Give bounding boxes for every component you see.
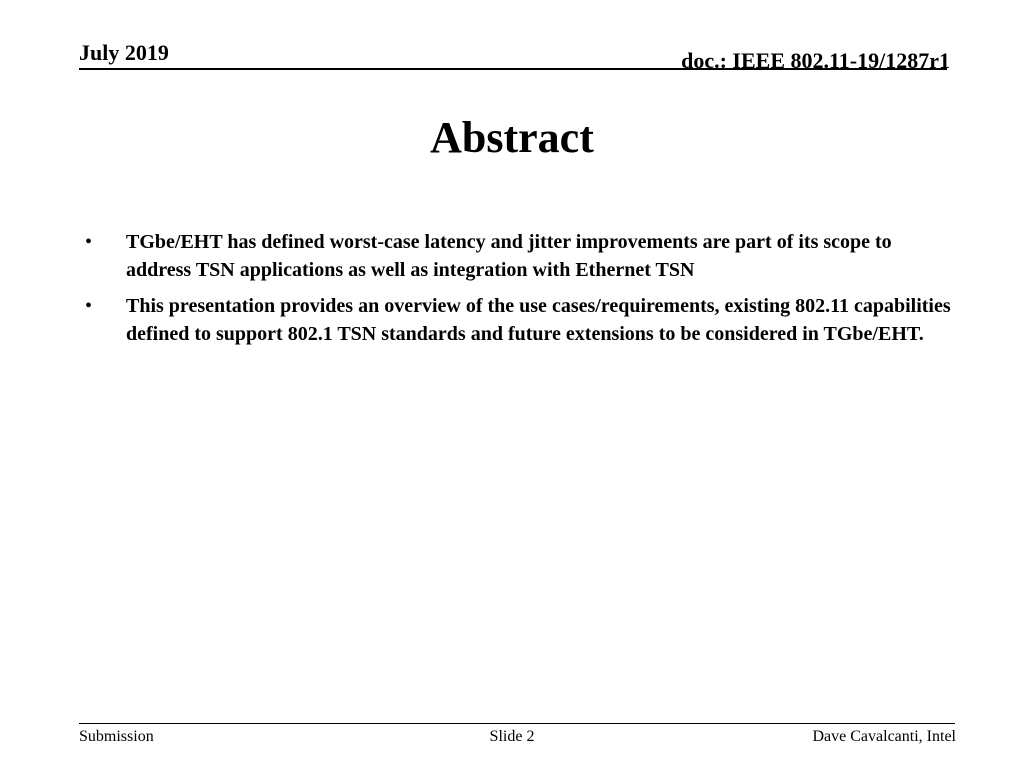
footer-slide-number: Slide 2	[489, 728, 535, 745]
bullet-text: This presentation provides an overview of the use cases/requirements, existing 802.11 capabilities defined to support 802.1 TSN standards and future extensions to be considered in TGbe/EHT.	[126, 295, 951, 345]
header-divider	[79, 68, 947, 70]
footer-author: Dave Cavalcanti, Intel	[812, 728, 956, 745]
footer-divider	[79, 723, 955, 724]
bullet-icon: •	[85, 295, 93, 317]
footer-submission: Submission	[79, 728, 154, 745]
bullet-item	[85, 228, 955, 284]
header-doc-id: doc.: IEEE 802.11-19/1287r1	[681, 48, 950, 73]
bullet-text: TGbe/EHT has defined worst-case latency and jitter improvements are part of its scope to address TSN applications as well as integration with Ethernet TSN	[126, 231, 892, 281]
slide-title: Abstract	[430, 113, 594, 162]
header-date: July 2019	[79, 40, 169, 65]
bullet-item	[85, 292, 955, 348]
bullet-list	[85, 228, 955, 356]
bullet-icon: •	[85, 231, 93, 253]
